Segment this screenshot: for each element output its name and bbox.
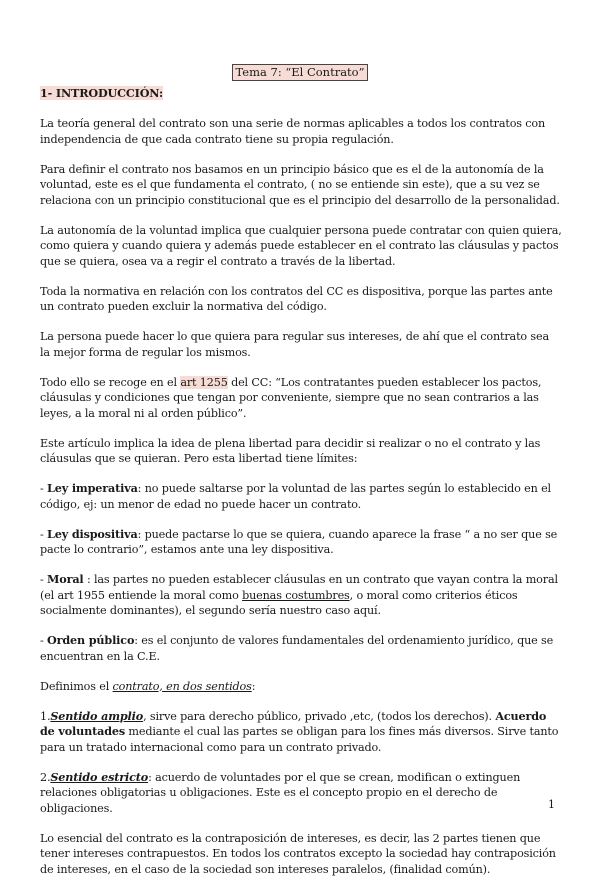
orden-publico-text: : es el conjunto de valores fundamentales del ordenamiento jurídico, que se encuentran en la C.E. [40,634,554,663]
sentido-estricto-paragraph [40,770,562,817]
paragraph-1: La teoría general del contrato son una serie de normas aplicables a todos los contratos con independencia de que cada contrato tiene su propia regulación. [40,117,546,146]
section-heading-paragraph [40,86,562,102]
moral-text-pre: : las partes no pueden establecer cláusulas en un contrato que vayan contra la moral (el art 1955 entiende la moral como [40,573,558,602]
sentido-estricto-label: Sentido estricto [50,769,149,784]
p6-pre: Todo ello se recoge en el [40,375,181,389]
art-1255-highlight: art 1255 [180,375,228,389]
sentido2-text: : acuerdo de voluntades por el que se crean, modifican o extinguen relaciones obligatorias u obligaciones. Este es el concepto propio en el derecho de obligaciones. [40,770,521,815]
ley-dispositiva-text: : puede pactarse lo que se quiera, cuando aparece la frase “ a no ser que se pacte lo contrario”, estamos ante una ley dispositiva. [40,527,558,556]
p6-post: del CC: “Los contratantes pueden establecer los pactos, cláusulas y condiciones que tengan por conveniente, siempre que no sean contrarios a las leyes, a la moral ni al orden público”. [40,375,542,420]
contrato-dos-sentidos: contrato, en dos sentidos [112,679,252,693]
paragraph-4: Toda la normativa en relación con los contratos del CC es dispositiva, porque las partes ante un contrato pueden excluir la normativa del código. [40,284,553,313]
sentido-amplio-paragraph [40,709,562,756]
limit-orden-publico: - Orden público: es el conjunto de valores fundamentales del ordenamiento jurídico, que se encuentran en la C.E. [40,633,554,663]
paragraph-7: Este artículo implica la idea de plena libertad para decidir si realizar o no el contrato y las cláusulas que se quieran. Pero esta libertad tiene límites: [40,436,541,465]
definimos-post: : [251,679,256,693]
limit-ley-dispositiva: - Ley dispositiva: puede pactarse lo que se quiera, cuando aparece la frase “ a no ser que se pacte lo contrario”, estamos ante una ley dispositiva. [40,526,558,556]
sentido1-num: 1. [40,709,51,723]
orden-publico-label: Orden público [47,633,135,647]
definimos-paragraph [40,679,562,695]
ley-imperativa-label: Ley imperativa [47,481,138,495]
acuerdo-voluntades-bold: Acuerdo de voluntades [40,708,547,738]
buenas-costumbres-text: buenas costumbres [242,588,350,602]
definimos-pre: Definimos el [40,679,113,693]
limit-moral: - Moral : las partes no pueden establecer cláusulas en un contrato que vayan contra la moral (el art 1955 entiende la moral como buenas costumbres, o moral como criterios éticos socialmente dominantes), el segundo sería nuestro caso aquí. [40,572,558,617]
section-heading: 1- INTRODUCCIÓN: [40,86,163,100]
sentido2-num: 2. [40,770,51,784]
sentido1-text-a: , sirve para derecho público, privado ,etc, (todos los derechos). [143,709,496,723]
ley-dispositiva-label: Ley dispositiva [47,526,138,541]
page-number: 1 [548,798,555,811]
sentido-amplio-label: Sentido amplio [50,708,144,723]
moral-text-post: , o moral como criterios éticos socialmente dominantes), el segundo sería nuestro caso aquí. [40,588,518,617]
sentido1-text-b: mediante el cual las partes se obligan para los fines más diversos. Sirve tanto para un tratado internacional como para un contrato privado. [40,725,559,754]
ley-imperativa-text: : no puede saltarse por la voluntad de las partes según lo establecido en el código, ej: un menor de edad no puede hacer un contrato. [40,482,551,511]
paragraph-2: Para definir el contrato nos basamos en un principio básico que es el de la autonomía de la voluntad, este es el que fundamenta el contrato, ( no se entiende sin este), que a su vez se relaciona con un principio constitucional que es el principio del desarrollo de la personalidad. [40,162,560,207]
paragraph-6 [40,375,562,422]
paragraph-5: La persona puede hacer lo que quiera para regular sus intereses, de ahí que el contrato sea la mejor forma de regular los mismos. [40,330,549,359]
paragraph-final: Lo esencial del contrato es la contraposición de intereses, es decir, las 2 partes tienen que tener intereses contrapuestos. En todos los contratos excepto la sociedad hay contraposición de intereses, en el caso de la sociedad son intereses paralelos, (finalidad común). [40,831,556,876]
moral-label: Moral [47,572,84,586]
document-body [40,86,562,892]
title-wrapper [0,61,600,81]
paragraph-3: La autonomía de la voluntad implica que cualquier persona puede contratar con quien quiera, como quiera y cuando quiera y además puede establecer en el contrato las cláusulas y pactos que se quiera, osea va a regir el contrato a través de la libertad. [40,223,562,268]
limit-ley-imperativa: - Ley imperativa: no puede saltarse por la voluntad de las partes según lo establecido en el código, ej: un menor de edad no puede hacer un contrato. [40,481,551,511]
document-title: Tema 7: “El Contrato” [232,64,369,81]
